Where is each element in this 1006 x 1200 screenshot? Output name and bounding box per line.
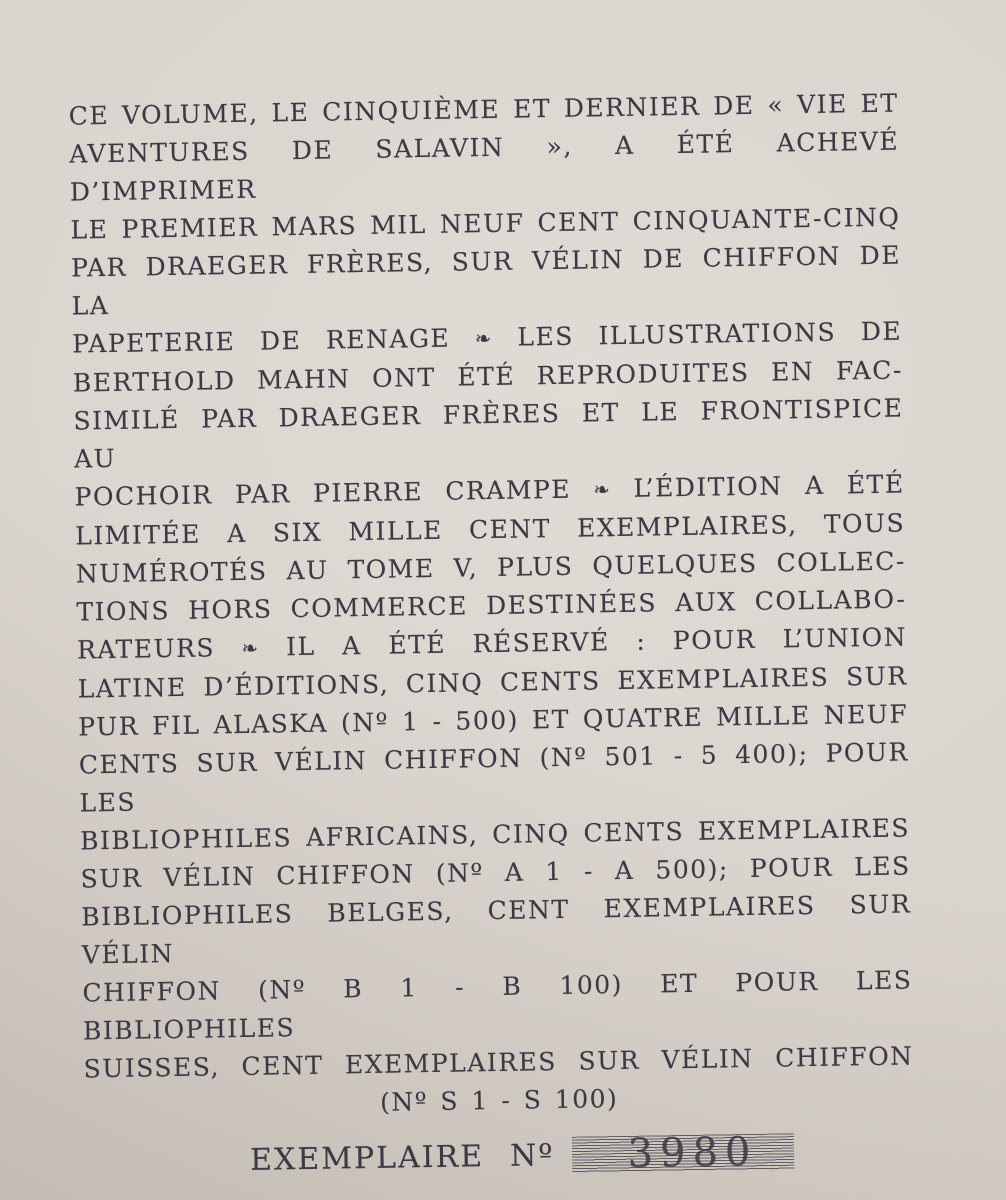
- colophon-line: SIMILÉ PAR DRAEGER FRÈRES ET LE FRONTISPICE AU: [73, 393, 904, 474]
- colophon-line: BIBLIOPHILES BELGES, CENT EXEMPLAIRES SUR VÉLIN: [81, 889, 912, 970]
- colophon-line: CE VOLUME, LE CINQUIÈME ET DERNIER DE « VIE ET: [68, 88, 899, 131]
- hedera-ornament: ❧: [593, 478, 612, 502]
- colophon-line: RATEURS ❧ IL A ÉTÉ RÉSERVÉ : POUR L’UNION: [76, 622, 908, 665]
- exemplaire-row: [85, 1128, 915, 1182]
- exemplaire-no-label: Nº: [509, 1138, 555, 1174]
- colophon-line: NUMÉROTÉS AU TOME V, PLUS QUELQUES COLLEC-: [75, 546, 906, 589]
- colophon-line: LE PREMIER MARS MIL NEUF CENT CINQUANTE-CINQ: [70, 202, 901, 245]
- colophon-page: [68, 85, 915, 1182]
- colophon-line: PUR FIL ALASKA (Nº 1 - 500) ET QUATRE MILLE NEUF: [78, 699, 909, 742]
- colophon-line: SUISSES, CENT EXEMPLAIRES SUR VÉLIN CHIFFON: [83, 1041, 914, 1084]
- exemplaire-label: EXEMPLAIRE: [249, 1139, 485, 1178]
- exemplaire-number: 3980: [627, 1128, 758, 1178]
- colophon-line: CHIFFON (Nº B 1 - B 100) ET POUR LES BIBLIOPHILES: [82, 965, 913, 1046]
- colophon-line: PAR DRAEGER FRÈRES, SUR VÉLIN DE CHIFFON DE LA: [70, 240, 902, 321]
- exemplaire-number-stamp: [572, 1128, 795, 1178]
- colophon-line: SUR VÉLIN CHIFFON (Nº A 1 - A 500); POUR LES: [80, 851, 911, 894]
- colophon-line: TIONS HORS COMMERCE DESTINÉES AUX COLLABO-: [76, 584, 907, 627]
- colophon-line: PAPETERIE DE RENAGE ❧ LES ILLUSTRATIONS DE: [72, 316, 903, 359]
- colophon-line: POCHOIR PAR PIERRE CRAMPE ❧ L’ÉDITION A ÉTÉ: [74, 469, 905, 512]
- colophon-line: BERTHOLD MAHN ONT ÉTÉ REPRODUITES EN FAC-: [72, 355, 903, 398]
- colophon-text-block: [68, 85, 914, 1127]
- hedera-ornament: ❧: [241, 636, 260, 661]
- colophon-line: CENTS SUR VÉLIN CHIFFON (Nº 501 - 5 400); POUR LES: [78, 737, 910, 818]
- hedera-ornament: ❧: [474, 326, 493, 351]
- colophon-line: AVENTURES DE SALAVIN », A ÉTÉ ACHEVÉ D’IMPRIMER: [69, 126, 900, 207]
- colophon-line: LIMITÉE A SIX MILLE CENT EXEMPLAIRES, TOUS: [75, 508, 906, 551]
- colophon-line-last: (Nº S 1 - S 100): [379, 1084, 619, 1117]
- colophon-line: BIBLIOPHILES AFRICAINS, CINQ CENTS EXEMPLAIRES: [79, 813, 911, 856]
- colophon-line: LATINE D’ÉDITIONS, CINQ CENTS EXEMPLAIRES SUR: [77, 661, 908, 704]
